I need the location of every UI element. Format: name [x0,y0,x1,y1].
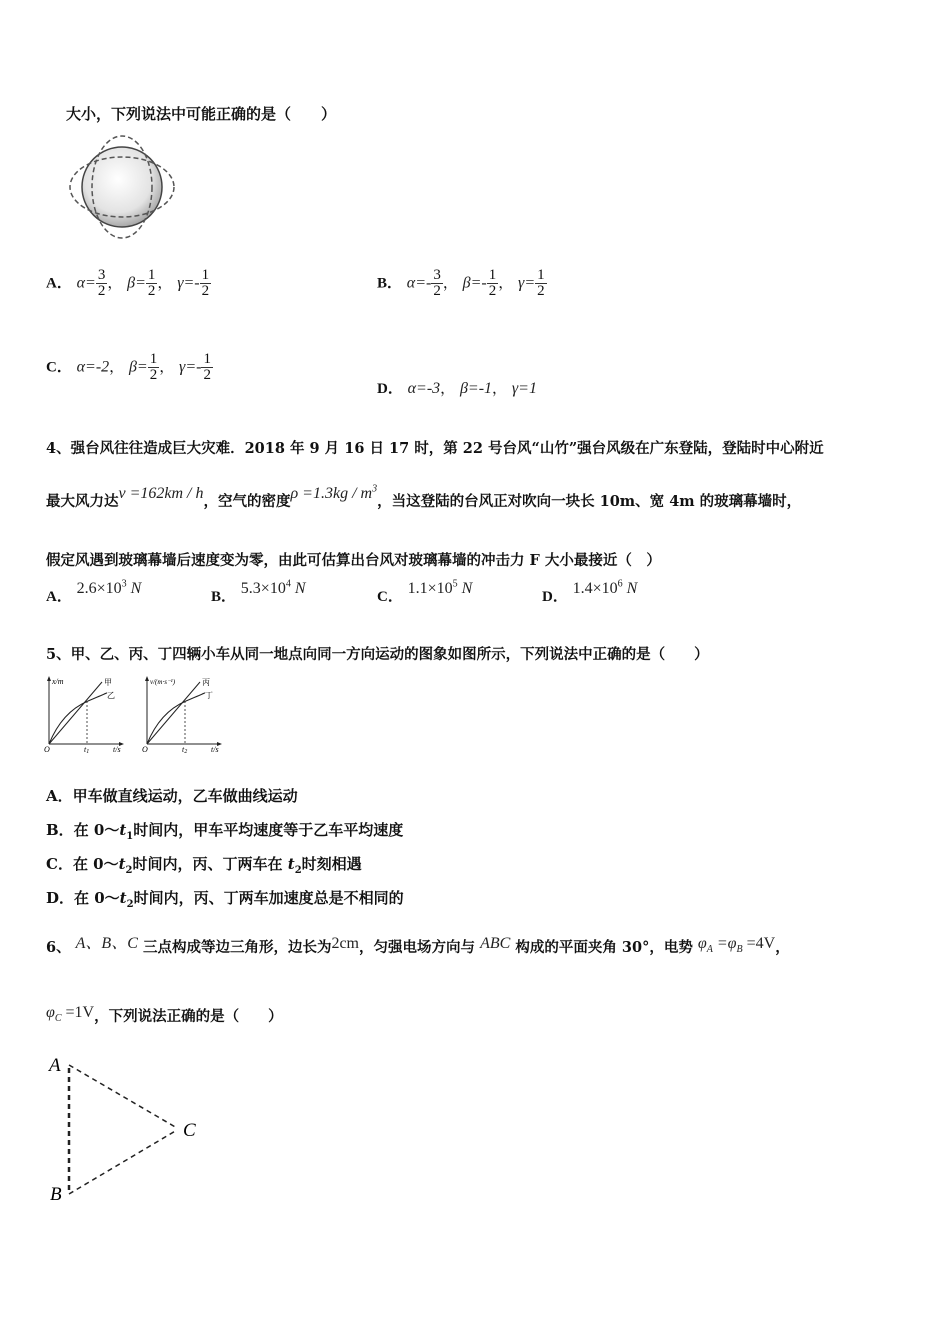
option-label: A． [46,589,72,605]
x-label: t/s [113,745,121,754]
q6-text: 三点构成等边三角形，边长为 [142,939,332,956]
t1-label: t1 [84,745,90,754]
fraction: $\frac{3}{2}$ [433,267,441,299]
fraction: $\frac{1}{2}$ [149,351,158,383]
curve-label-bing: 丙 [202,678,210,687]
q4-option-c[interactable] [377,578,473,606]
gamma-expr: γ=- [179,358,202,376]
option-label: B． [211,589,237,605]
option-value: $5.3\times 10^4$ N [240,578,306,597]
fraction: $\frac{1}{2}$ [147,267,156,299]
question-number: 6、 [46,939,71,956]
q5-option-b[interactable]: B．在 $0\sim t_1$时间内，甲车平均速度等于乙车平均速度 [46,821,404,842]
beta-expr: β= [127,274,146,292]
option-label: C． [377,589,403,605]
fraction: $\frac{1}{2}$ [488,267,497,299]
option-label: C． [46,359,72,376]
fraction: $\frac{3}{2}$ [97,267,106,299]
q3-option-b[interactable]: B． α=- $\frac{3}{2}$ ， β=- $\frac{1}{2}$ ， γ= $\frac{1}{2}$ [377,267,545,299]
alpha-expr: α=-3 [407,380,441,397]
q4-text: ，空气的密度 [203,493,291,510]
q6-line2 [46,1005,283,1028]
density-expr: $\rho =1.3kg / m^3$ [290,483,378,502]
option-label: B． [377,275,403,292]
option-value: $1.1\times 10^5$ N [407,578,473,597]
q3-option-c[interactable]: C． α=-2， β= $\frac{1}{2}$ ， γ=- $\frac{1}{2}$ [46,351,211,383]
fraction: $\frac{1}{2}$ [201,267,210,299]
q3-option-a[interactable]: A． α= $\frac{3}{2}$ ， β= $\frac{1}{2}$ ， γ=- $\frac{1}{2}$ [46,267,210,299]
q6-text: ，下列说法正确的是（ ） [94,1008,283,1025]
beta-expr: β=-1 [459,380,493,397]
q3-option-d[interactable]: D． α=-3， β=-1， γ=1 [377,379,537,397]
curve-label-ding: 丁 [205,691,213,700]
plane-abc: ABC [480,935,511,952]
origin-label: O [44,745,50,754]
option-value: $2.6\times 10^3$ N [76,578,142,597]
gamma-expr: γ= [518,274,536,292]
q4-option-a[interactable] [46,578,142,606]
q5-option-c[interactable]: C．在 $0\sim t_2$时间内，丙、丁两车在 $t_2$时刻相遇 [46,855,362,876]
q5-stem: 5、甲、乙、丙、丁四辆小车从同一地点向同一方向运动的图象如图所示，下列说法中正确的是（ ） [46,646,709,663]
line-bing [147,682,200,744]
side-bc [69,1130,177,1194]
q4-line3: 假定风遇到玻璃幕墙后速度变为零，由此可估算出台风对玻璃幕墙的冲击力 F 大小最接近（ ） [46,552,661,569]
y-label: x/m [52,677,64,686]
q6-line1: 6、 A、B、C 三点构成等边三角形，边长为2cm，匀强电场方向与 ABC 构成的平面夹角 30°，电势 $\varphi_A =\varphi_B =4V$， [46,935,790,956]
option-label: A． [46,275,72,292]
alpha-expr: α=- [406,274,432,292]
points-abc: A、B、C [75,935,138,952]
vertex-b: B [50,1184,62,1205]
gamma-expr: γ=- [177,274,200,292]
potential-ab-expr: $\varphi_A =\varphi_B =4V$ [697,935,776,956]
y-label: v/(m·s⁻¹) [150,678,176,686]
beta-expr: β= [128,358,148,376]
alpha-expr: α=-2 [76,358,110,376]
vertex-c: C [183,1120,196,1141]
curve-ding [147,693,205,744]
q4-option-b[interactable] [211,578,306,606]
q6-text: 构成的平面夹角 30°，电势 [515,939,693,956]
side-length: 2cm [331,935,359,952]
curve-label-jia: 甲 [104,678,112,687]
fraction: $\frac{1}{2}$ [537,267,545,299]
side-ac [69,1065,177,1128]
q5-option-a[interactable]: A．甲车做直线运动，乙车做曲线运动 [46,787,298,805]
t2-label: t2 [182,745,188,754]
triangle-abc-figure [44,1050,214,1210]
curve-label-yi: 乙 [107,691,115,700]
alpha-expr: α= [76,274,96,292]
q4-line2 [46,483,802,511]
sphere [82,147,162,227]
y-axis-arrow [47,676,51,681]
option-value: $1.4\times 10^6$ N [572,578,638,597]
q6-text: ，匀强电场方向与 [359,939,475,956]
potential-c-expr: $\varphi_C =1V$ [46,1004,95,1025]
origin-label: O [142,745,148,754]
q5-option-d[interactable]: D．在 $0\sim t_2$时间内，丙、丁两车加速度总是不相同的 [46,889,404,910]
curve-yi [49,693,107,744]
xt-graph [40,674,130,754]
y-axis-arrow [145,676,149,681]
gamma-expr: γ=1 [511,380,537,397]
q4-text: 最大风力达 [46,493,119,510]
x-label: t/s [211,745,219,754]
line-jia [49,682,102,744]
vt-graph [138,674,228,754]
beta-expr: β=- [462,274,487,292]
option-label: D． [377,381,403,397]
q4-option-d[interactable] [542,578,638,606]
q3-intro: 大小，下列说法中可能正确的是（ ） [66,105,337,123]
option-label: D． [542,589,568,605]
velocity-expr: v =162km / h [118,485,204,502]
fraction: $\frac{1}{2}$ [203,351,211,383]
q4-text: ，当这登陆的台风正对吹向一块长 10m、宽 4m 的玻璃幕墙时， [377,493,802,510]
deformed-sphere-figure [62,130,182,245]
q4-line1: 4、强台风往往造成巨大灾难．2018 年 9 月 16 日 17 时，第 22 号台风“山竹”强台风级在广东登陆，登陆时中心附近 [46,440,824,457]
vertex-a: A [49,1055,61,1076]
